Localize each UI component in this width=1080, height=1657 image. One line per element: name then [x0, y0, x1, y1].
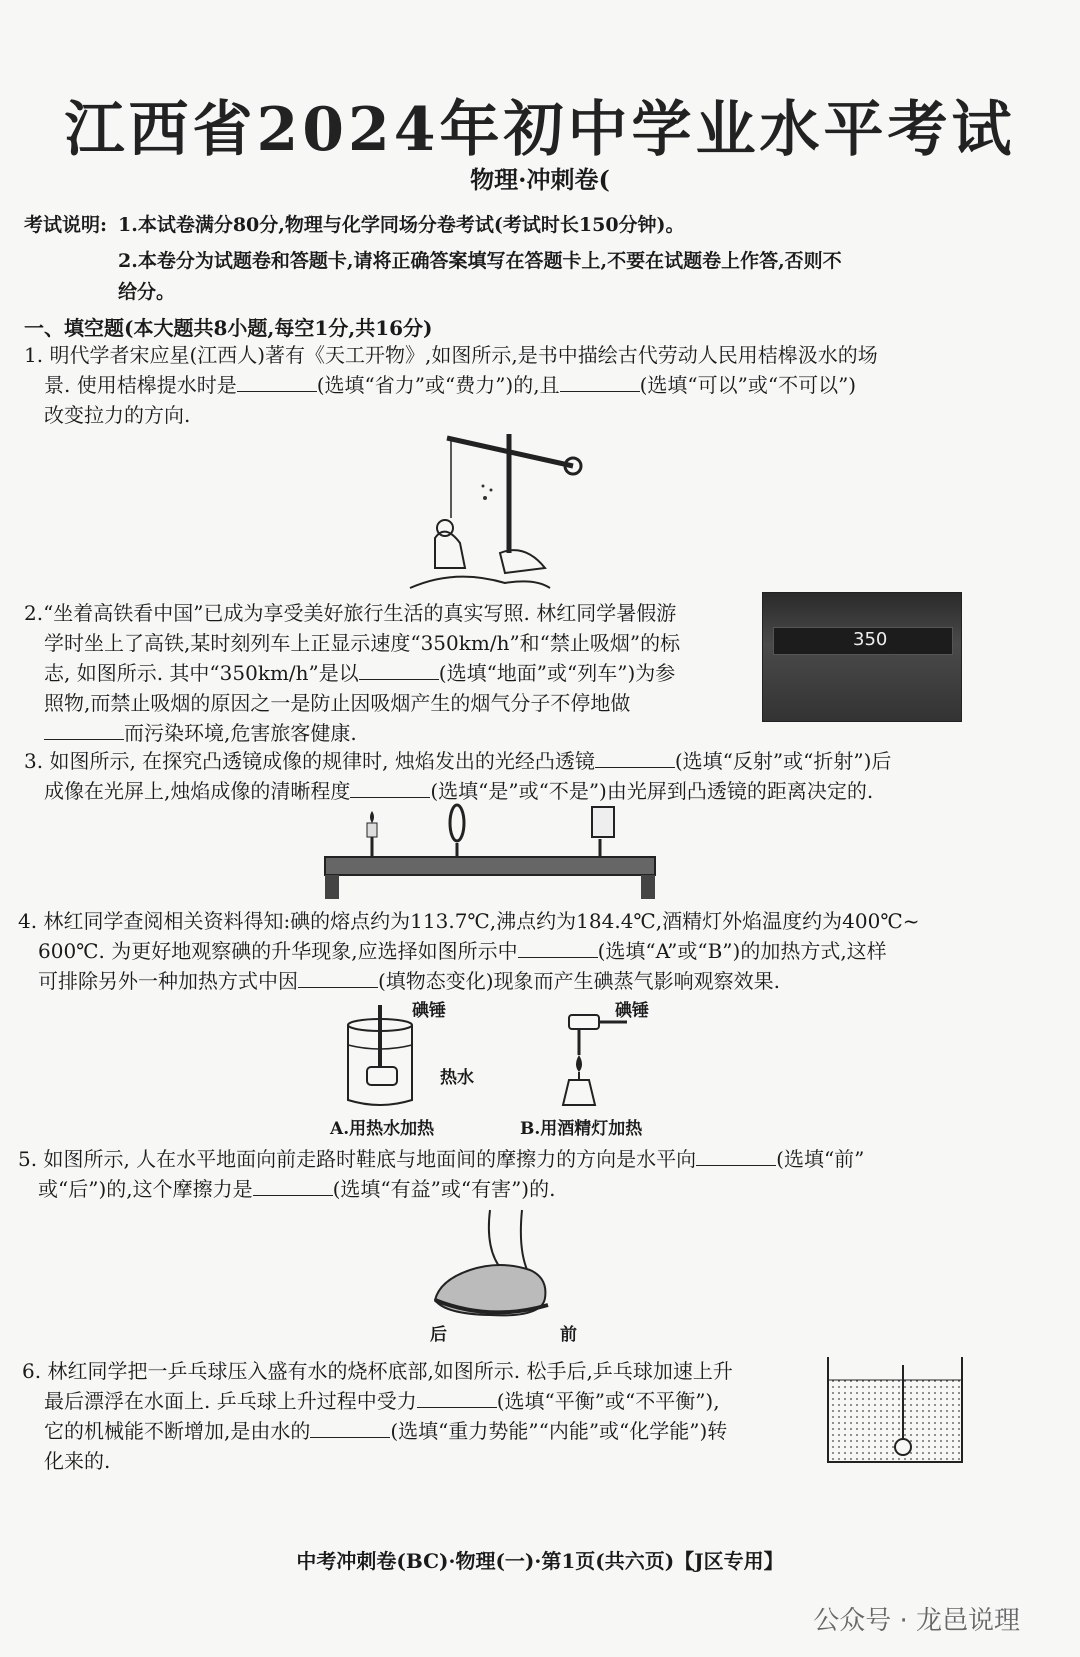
page-footer: 中考冲刺卷(BC)·物理(一)·第1页(共六页)【J区专用】	[296, 1549, 784, 1573]
instructions-line1: 1.本试卷满分80分,物理与化学同场分卷考试(考试时长150分钟)。	[118, 214, 685, 236]
q6-blank1[interactable]	[417, 1389, 497, 1408]
q3-blank2[interactable]	[350, 779, 430, 798]
q4-line3: 可排除另外一种加热方式中因 (填物态变化)现象而产生碘蒸气影响观察效果.	[38, 969, 780, 993]
speed-value: 350	[853, 629, 888, 650]
beaker-pingpong-figure	[825, 1355, 965, 1465]
q2-line3: 志, 如图所示. 其中“350km/h”是以 (选填“地面”或“列车”)为参	[44, 661, 676, 685]
q1-line3: 改变拉力的方向.	[44, 403, 191, 427]
exam-title: 江西省2024年初中学业水平考试	[64, 95, 1016, 165]
train-speed-display-photo	[762, 592, 962, 722]
q2-line4: 照物,而禁止吸烟的原因之一是防止因吸烟产生的烟气分子不停地做	[44, 691, 631, 715]
q6-line2: 最后漂浮在水面上. 乒乓球上升过程中受力 (选填“平衡”或“不平衡”),	[44, 1389, 720, 1413]
exam-subtitle: 物理·冲刺卷(	[470, 165, 610, 194]
label-back: 后	[430, 1325, 447, 1345]
q5-blank1[interactable]	[696, 1147, 776, 1166]
optical-bench-figure	[320, 805, 660, 905]
instructions-label: 考试说明:	[24, 214, 108, 236]
label-iodine-hammer-b: 碘锤	[615, 1001, 649, 1021]
well-sweep-figure	[405, 428, 555, 593]
label-front: 前	[560, 1325, 577, 1345]
watermark: 公众号 · 龙邑说理	[813, 1606, 1020, 1636]
q3-blank1[interactable]	[595, 749, 675, 768]
q6-line1: 6. 林红同学把一乒乓球压入盛有水的烧杯底部,如图所示. 松手后,乒乓球加速上升	[22, 1359, 733, 1383]
q1-blank2[interactable]	[560, 373, 640, 392]
q2-line2: 学时坐上了高铁,某时刻列车上正显示速度“350km/h”和“禁止吸烟”的标	[44, 631, 681, 655]
q2-line1: 2.“坐着高铁看中国”已成为享受美好旅行生活的真实写照. 林红同学暑假游	[24, 601, 677, 625]
q4-line2: 600℃. 为更好地观察碘的升华现象,应选择如图所示中 (选填“A”或“B”)的加热方式,这样	[38, 939, 887, 963]
q4-blank1[interactable]	[518, 939, 598, 958]
q6-blank2[interactable]	[310, 1419, 390, 1438]
instructions-line2b: 给分。	[118, 281, 176, 303]
q2-blank2[interactable]	[44, 721, 124, 740]
q5-line2: 或“后”)的,这个摩擦力是 (选填“有益”或“有害”)的.	[38, 1177, 556, 1201]
q6-line3: 它的机械能不断增加,是由水的 (选填“重力势能”“内能”或“化学能”)转	[44, 1419, 728, 1443]
instructions-line2a: 2.本卷分为试题卷和答题卡,请将正确答案填写在答题卡上,不要在试题卷上作答,否则不	[118, 250, 842, 272]
q2-line5: 而污染环境,危害旅客健康.	[44, 718, 357, 748]
label-iodine-hammer-a: 碘锤	[412, 1001, 446, 1021]
q5-line1: 5. 如图所示, 人在水平地面向前走路时鞋底与地面间的摩擦力的方向是水平向 (选填“前”	[18, 1147, 865, 1171]
shoe-walking-figure	[430, 1210, 555, 1325]
q2-blank1[interactable]	[359, 661, 439, 680]
caption-a: A.用热水加热	[330, 1119, 435, 1139]
q3-line1: 3. 如图所示, 在探究凸透镜成像的规律时, 烛焰发出的光经凸透镜 (选填“反射”或“折射”)后	[24, 749, 892, 773]
label-hot-water: 热水	[440, 1068, 474, 1088]
q6-line4: 化来的.	[44, 1449, 111, 1473]
section-heading: 一、填空题(本大题共8小题,每空1分,共16分)	[24, 316, 433, 340]
q4-blank2[interactable]	[298, 969, 378, 988]
q1-blank1[interactable]	[237, 373, 317, 392]
q4-line1: 4. 林红同学查阅相关资料得知:碘的熔点约为113.7℃,沸点约为184.4℃,酒精灯外焰温度约为400℃~	[18, 909, 920, 933]
q1-line1: 1. 明代学者宋应星(江西人)著有《天工开物》,如图所示,是书中描绘古代劳动人民用桔槔汲水的场	[24, 343, 878, 367]
q3-line2: 成像在光屏上,烛焰成像的清晰程度 (选填“是”或“不是”)由光屏到凸透镜的距离决定的.	[44, 779, 874, 803]
caption-b: B.用酒精灯加热	[520, 1119, 643, 1139]
q5-blank2[interactable]	[253, 1177, 333, 1196]
alcohol-lamp-figure	[555, 1010, 635, 1110]
q1-line2: 景. 使用桔槔提水时是 (选填“省力”或“费力”)的,且 (选填“可以”或“不可以”)	[44, 373, 857, 397]
